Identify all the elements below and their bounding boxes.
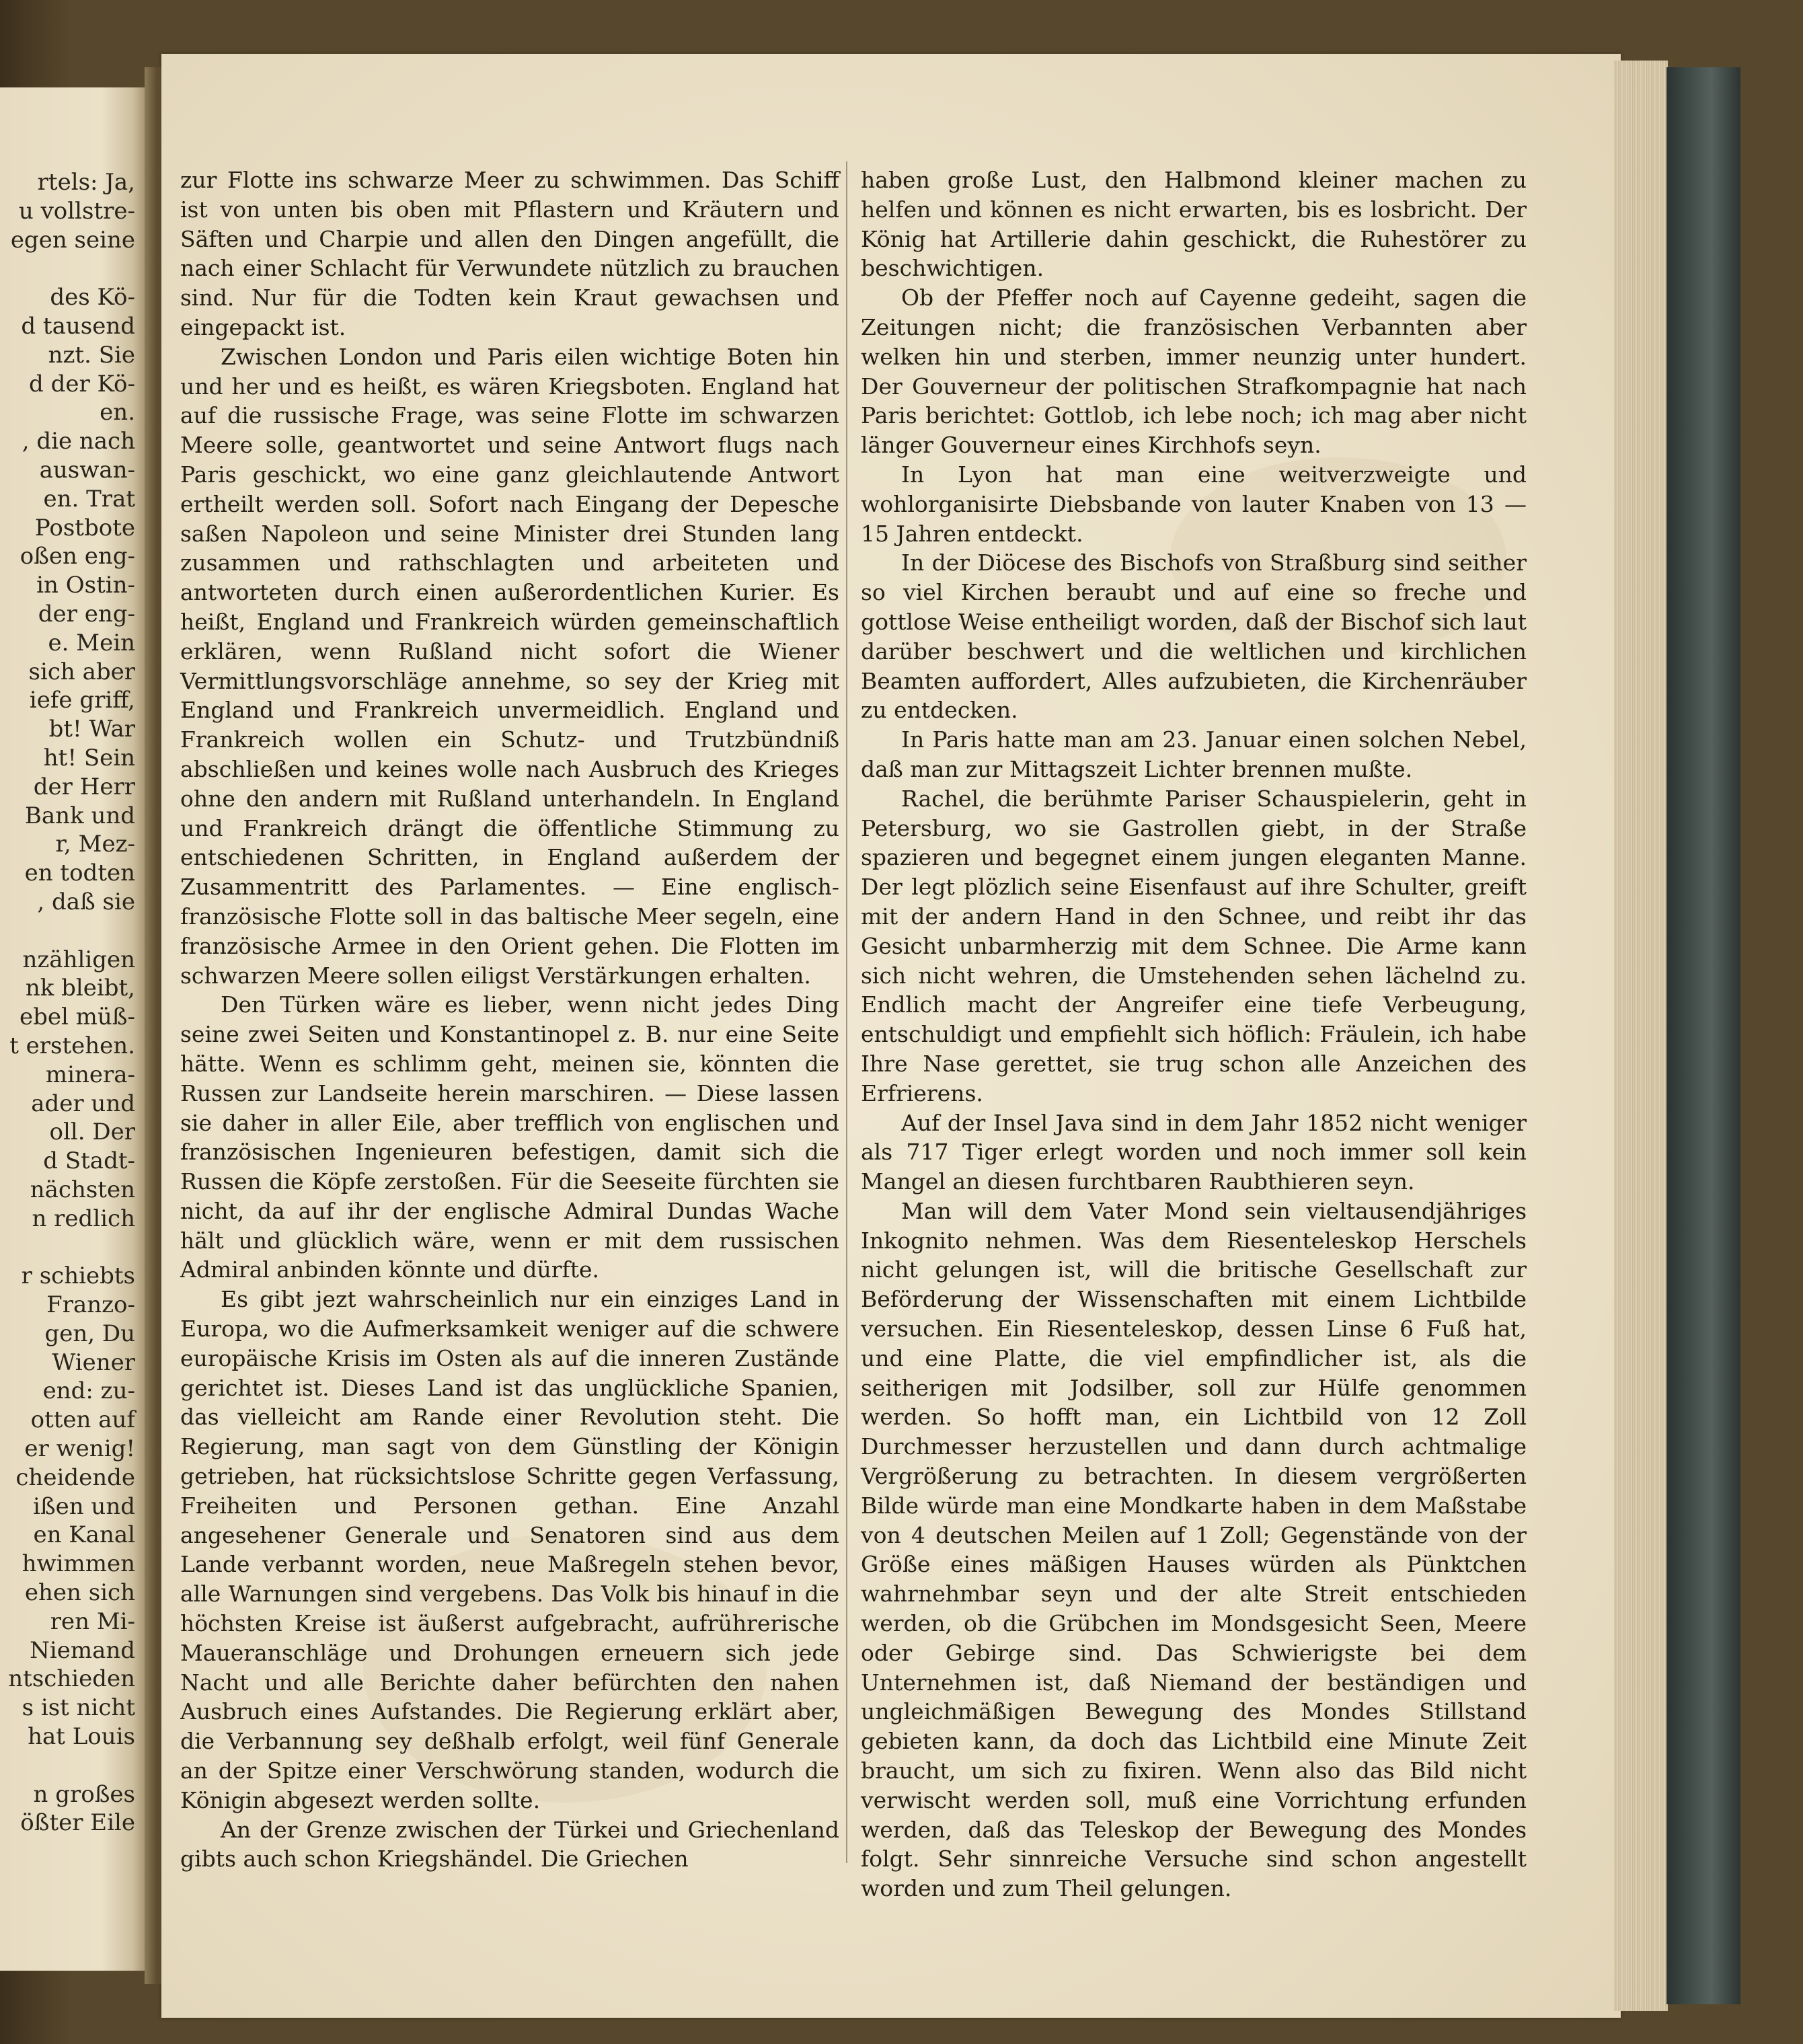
article-paragraph: Den Türken wäre es lieber, wenn nicht jedes Ding seine zwei Seiten und Konstantinopel z. B. nur eine Seite hätte. Wenn es schlimm geht, meinen sie, könnten die Russen zur Landseite herein marschiren. — Diese lassen sie daher in aller Eile, aber trefflich von englischen und französischen Ingenieuren befestigen, damit sich die Russen die Köpfe zerstoßen. Für die Seeseite fürchten sie nicht, da auf ihr der englische Admiral Dundas Wache hält und glücklich wäre, wenn er mit dem russischen Admiral anbinden könnte und dürfte. — [180, 991, 839, 1283]
left-fragment-line: Bank und — [24, 802, 135, 829]
left-fragment-line: nzähligen — [22, 946, 135, 973]
article-paragraph: Es gibt jezt wahrscheinlich nur ein einziges Land in Europa, wo die Aufmerksamkeit weniger auf die schwere europäische Krisis im Osten als auf die inneren Zustände gerichtet ist. Dieses Land ist das unglückliche Spanien, das vielleicht am Rande einer Revolution steht. Die Regierung, man sagt von dem Günstling der Königin getrieben, hat rücksichtslose Schritte gegen Verfassung, Freiheiten und Personen gethan. Eine Anzahl angesehener Generale und Senatoren sind aus dem Lande verbannt worden, neue Maßregeln stehen bevor, alle Warnungen sind vergebens. Das Volk bis hinauf in die höchsten Kreise ist äußerst aufgebracht, aufrührerische Maueranschläge und Drohungen erneuern sich jede Nacht und alle Berichte daher befürchten den nahen Ausbruch eines Aufstandes. Die Regierung erklärt aber, die Verbannung sey deßhalb erfolgt, weil fünf Generale an der Spitze einer Verschwörung standen, wodurch die Königin abgesezt werden sollte. — [180, 1286, 839, 1813]
article-paragraph: In Lyon hat man eine weitverzweigte und wohlorganisirte Diebsbande von lauter Knaben von 13 — 15 Jahren entdeckt. — [861, 461, 1527, 547]
book-binding — [1666, 67, 1740, 2004]
left-fragment-line: ntschieden — [8, 1665, 135, 1693]
article-paragraph: zur Flotte ins schwarze Meer zu schwimmen. Das Schiff ist von unten bis oben mit Pflastern und Kräutern und Säften und Charpie und allen den Dingen angefüllt, die nach einer Schlacht für Verwundete nützlich zu brauchen sind. Nur für die Todten kein Kraut gewachsen und eingepackt ist. — [180, 167, 839, 340]
left-fragment-line: nzt. Sie — [48, 341, 135, 369]
left-fragment-line: ader und — [31, 1090, 135, 1117]
left-fragment-line: minera- — [45, 1061, 135, 1088]
left-fragment-line: Niemand — [30, 1636, 135, 1664]
left-fragment-line: Franzo- — [46, 1291, 135, 1319]
left-fragment-line: egen seine — [10, 226, 135, 254]
left-fragment-line: ren Mi- — [50, 1607, 135, 1635]
left-fragment-line: u vollstre- — [18, 197, 135, 225]
left-fragment-line: en. Trat — [43, 485, 135, 513]
left-page-text — [0, 168, 135, 1838]
left-fragment-line: ößter Eile — [20, 1809, 135, 1837]
left-fragment-line: nk bleibt, — [25, 975, 135, 1002]
left-fragment-line: Postbote — [34, 514, 135, 541]
article-paragraph: An der Grenze zwischen der Türkei und Griechenland gibts auch schon Kriegshändel. Die Griechen — [180, 1816, 839, 1872]
left-fragment-line: Wiener — [52, 1349, 135, 1376]
left-fragment-line: oßen eng- — [20, 543, 135, 570]
article-paragraph: Auf der Insel Java sind in dem Jahr 1852 nicht weniger als 717 Tiger erlegt worden und noch immer soll kein Mangel an diesen furchtbaren Raubthieren seyn. — [861, 1109, 1527, 1195]
left-fragment-line: d Stadt- — [43, 1147, 135, 1175]
left-fragment-line: , daß sie — [37, 888, 135, 915]
text-column-2 — [861, 165, 1527, 1903]
article-paragraph: Zwischen London und Paris eilen wichtige Boten hin und her und es heißt, es wären Kriegsboten. England hat auf die russische Frage, was seine Flotte im schwarzen Meere solle, geantwortet und seine Antwort flugs nach Paris geschickt, wo eine ganz gleichlautende Antwort ertheilt werden soll. Sofort nach Eingang der Depesche saßen Napoleon und seine Minister drei Stunden lang zusammen und rathschlagten und arbeiteten und antworteten durch einen außerordentlichen Kurier. Es heißt, England und Frankreich würden gemeinschaftlich erklären, wenn Rußland nicht sofort die Wiener Vermittlungsvorschläge annehme, so sey der Krieg mit England und Frankreich unvermeidlich. England und Frankreich wollen ein Schutz- und Trutzbündniß abschließen und keines wolle nach Ausbruch des Krieges ohne den andern mit Rußland unterhandeln. In England und Frankreich drängt die öffentliche Stimmung zu entschiedenen Schritten, in England außerdem der Zusammentritt des Parlamentes. — Eine englisch-französische Flotte soll in das baltische Meer segeln, eine französische Armee in den Orient gehen. Die Flotten im schwarzen Meere sollen eiligst Verstärkungen erhalten. — [180, 343, 839, 989]
left-fragment-line: gen, Du — [44, 1320, 135, 1347]
left-fragment-line: t erstehen. — [9, 1032, 135, 1059]
left-fragment-line: r, Mez- — [55, 831, 135, 858]
left-fragment-line: ht! Sein — [43, 744, 135, 771]
left-fragment-line: , die nach — [22, 428, 135, 455]
left-fragment-line: d der Kö- — [29, 370, 135, 398]
left-fragment-line: in Ostin- — [36, 572, 135, 599]
left-fragment-line: d tausend — [21, 312, 135, 340]
left-fragment-line — [0, 1751, 135, 1780]
left-fragment-line: cheidende — [15, 1464, 135, 1491]
article-paragraph: Ob der Pfeffer noch auf Cayenne gedeiht, sagen die Zeitungen nicht; die französischen Verbannten aber welken hin und sterben, immer neunzig unter hundert. Der Gouverneur der politischen Strafkompagnie hat nach Paris berichtet: Gottlob, ich lebe noch; ich mag aber nicht länger Gouverneur eines Kirchhofs seyn. — [861, 285, 1527, 459]
left-fragment-line: rtels: Ja, — [37, 169, 135, 196]
left-fragment-line: e. Mein — [48, 629, 135, 656]
left-fragment-line: des Kö- — [50, 284, 135, 311]
left-fragment-line: iefe griff, — [29, 687, 135, 714]
left-fragment-line: hat Louis — [28, 1723, 135, 1751]
left-fragment-line: ißen und — [33, 1492, 135, 1520]
article-paragraph: In Paris hatte man am 23. Januar einen solchen Nebel, daß man zur Mittagszeit Lichter brennen mußte. — [861, 726, 1527, 782]
left-fragment-line: bt! War — [48, 716, 135, 743]
left-fragment-line: en. — [100, 399, 135, 426]
page-stack-edge — [1614, 61, 1668, 2011]
left-fragment-line — [0, 254, 135, 283]
left-fragment-line: hwimmen — [22, 1550, 135, 1578]
left-fragment-line — [0, 1233, 135, 1262]
left-fragment-line — [0, 917, 135, 946]
left-fragment-line: end: zu- — [42, 1377, 135, 1405]
column-divider — [846, 161, 847, 1863]
article-paragraph: haben große Lust, den Halbmond kleiner machen zu helfen und können es nicht erwarten, bis es losbricht. Der König hat Artillerie dahin geschickt, die Ruhestörer zu beschwichtigen. — [861, 167, 1527, 282]
left-fragment-line: nächsten — [30, 1176, 135, 1203]
left-fragment-line: s ist nicht — [22, 1694, 135, 1722]
left-fragment-line: ebel müß- — [19, 1004, 135, 1031]
left-fragment-line: er wenig! — [24, 1435, 135, 1463]
article-paragraph: Rachel, die berühmte Pariser Schauspielerin, geht in Petersburg, wo sie Gastrollen giebt, in der Straße spazieren und begegnet einem jungen eleganten Manne. Der legt plözlich seine Eisenfaust auf ihre Schulter, greift mit der andern Hand in den Schnee, und reibt ihr das Gesicht unbarmherzig mit dem Schnee. Die Arme kann sich nicht wehren, die Umstehenden sehen lächelnd zu. Endlich macht der Angreifer eine tiefe Verbeugung, entschuldigt und empfiehlt sich höflich: Fräulein, ich habe Ihre Nase gerettet, sie trug schon alle Anzeichen des Erfrierens. — [861, 785, 1527, 1106]
left-fragment-line: en Kanal — [33, 1521, 135, 1549]
left-fragment-line: otten auf — [30, 1406, 135, 1434]
left-fragment-line: en todten — [24, 860, 135, 887]
left-fragment-line: n redlich — [32, 1205, 135, 1232]
left-page-fragment — [0, 87, 145, 1971]
left-fragment-line: sich aber — [28, 658, 135, 685]
left-fragment-line: der eng- — [38, 600, 135, 628]
text-column-1 — [180, 165, 839, 1874]
article-paragraph: Man will dem Vater Mond sein vieltausendjähriges Inkognito nehmen. Was dem Riesenteleskop Herschels nicht gelungen ist, will die britische Gesellschaft zur Beförderung der Wissenschaften mit einem Lichtbilde versuchen. Ein Riesenteleskop, dessen Linse 6 Fuß hat, und eine Platte, die viel empfindlicher ist, als die seitherigen mit Jodsilber, soll zur Hülfe genommen werden. So hofft man, ein Lichtbild von 12 Zoll Durchmesser herzustellen und dann durch achtmalige Vergrößerung zu betrachten. In diesem vergrößerten Bilde würde man eine Mondkarte haben in dem Maßstabe von 4 deutschen Meilen auf 1 Zoll; Gegenstände von der Größe eines mäßigen Hauses würden als Pünktchen wahrnehmbar seyn und der alte Streit entschieden werden, ob die Grübchen im Mondsgesicht Seen, Meere oder Gebirge sind. Das Schwierigste bei dem Unternehmen ist, daß Niemand der beständigen und ungleichmäßigen Bewegung des Mondes Stillstand gebieten kann, da doch das Lichtbild eine Minute Zeit braucht, um sich zu fixiren. Wenn also das Bild nicht verwischt werden soll, muß eine Vorrichtung erfunden werden, daß das Teleskop der Bewegung des Mondes folgt. Sehr sinnreiche Versuche sind schon angestellt worden und zum Theil gelungen. — [861, 1197, 1527, 1902]
left-fragment-line: oll. Der — [49, 1119, 135, 1146]
article-paragraph: In der Diöcese des Bischofs von Straßburg sind seither so viel Kirchen beraubt und auf eine so freche und gottlose Weise entheiligt worden, daß der Bischof sich laut darüber beschwert und die weltlichen und kirchlichen Beamten auffordert, Alles aufzubieten, die Kirchenräuber zu entdecken. — [861, 550, 1527, 724]
left-fragment-line: der Herr — [33, 773, 135, 800]
left-fragment-line: ehen sich — [24, 1579, 135, 1607]
left-fragment-line: auswan- — [39, 456, 135, 484]
left-fragment-line: r schiebts — [21, 1262, 135, 1290]
left-fragment-line: n großes — [33, 1780, 135, 1808]
